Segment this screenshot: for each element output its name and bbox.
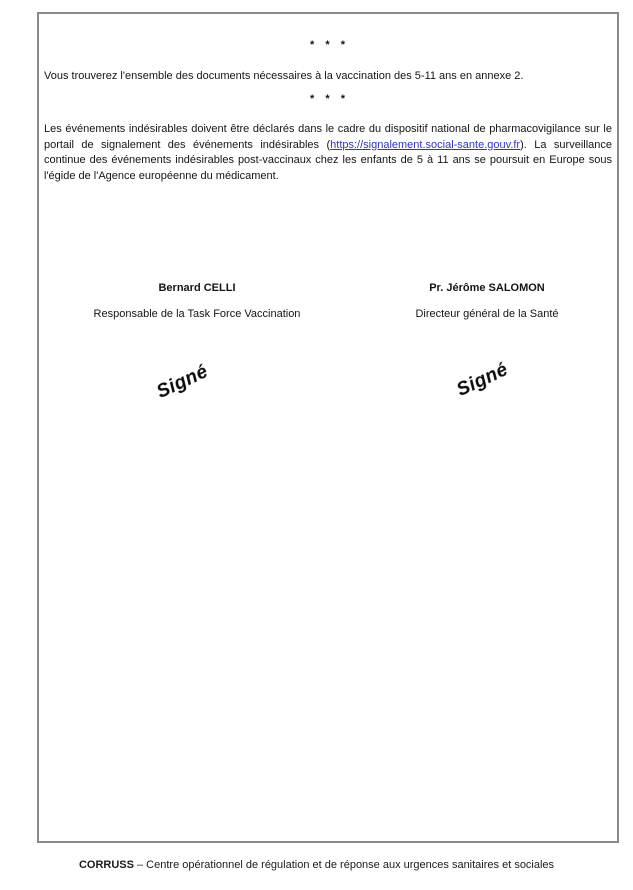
signature-stamp-salomon: Signé: [453, 359, 512, 402]
signatory-name-celli: Bernard CELLI: [158, 282, 236, 294]
signalement-link[interactable]: https://signalement.social-sante.gouv.fr: [330, 138, 521, 151]
section-separator-middle: * * *: [310, 93, 346, 105]
section-separator-top: * * *: [310, 39, 346, 51]
paragraph-annexe: Vous trouverez l'ensemble des documents nécessaires à la vaccination des 5-11 ans en annexe 2.: [44, 70, 524, 82]
paragraph-pharmacovigilance-before-link: Les événements indésirables doivent être déclarés dans le cadre du dispositif national de pharmacovigilance sur le portail de signalement des événements indésirables (: [44, 123, 612, 151]
paragraph-pharmacovigilance-after-link: ). La surveillance continue des événements indésirables post-vaccinaux chez les enfants de 5 à 11 ans se poursuit en Europe sous l'égide de l'Agence européenne du médicament.: [44, 138, 612, 182]
footer-corruss: [0, 858, 633, 872]
signature-stamp-celli: Signé: [153, 361, 212, 404]
signatory-name-salomon: Pr. Jérôme SALOMON: [429, 282, 545, 294]
signatory-title-celli: Responsable de la Task Force Vaccination: [93, 308, 301, 320]
signatory-title-salomon: Directeur général de la Santé: [415, 308, 559, 320]
paragraph-pharmacovigilance: [44, 122, 612, 184]
footer-corruss-acronym: CORRUSS: [78, 859, 134, 871]
footer-corruss-text: – Centre opérationnel de régulation et de réponse aux urgences sanitaires et sociales: [133, 859, 555, 871]
